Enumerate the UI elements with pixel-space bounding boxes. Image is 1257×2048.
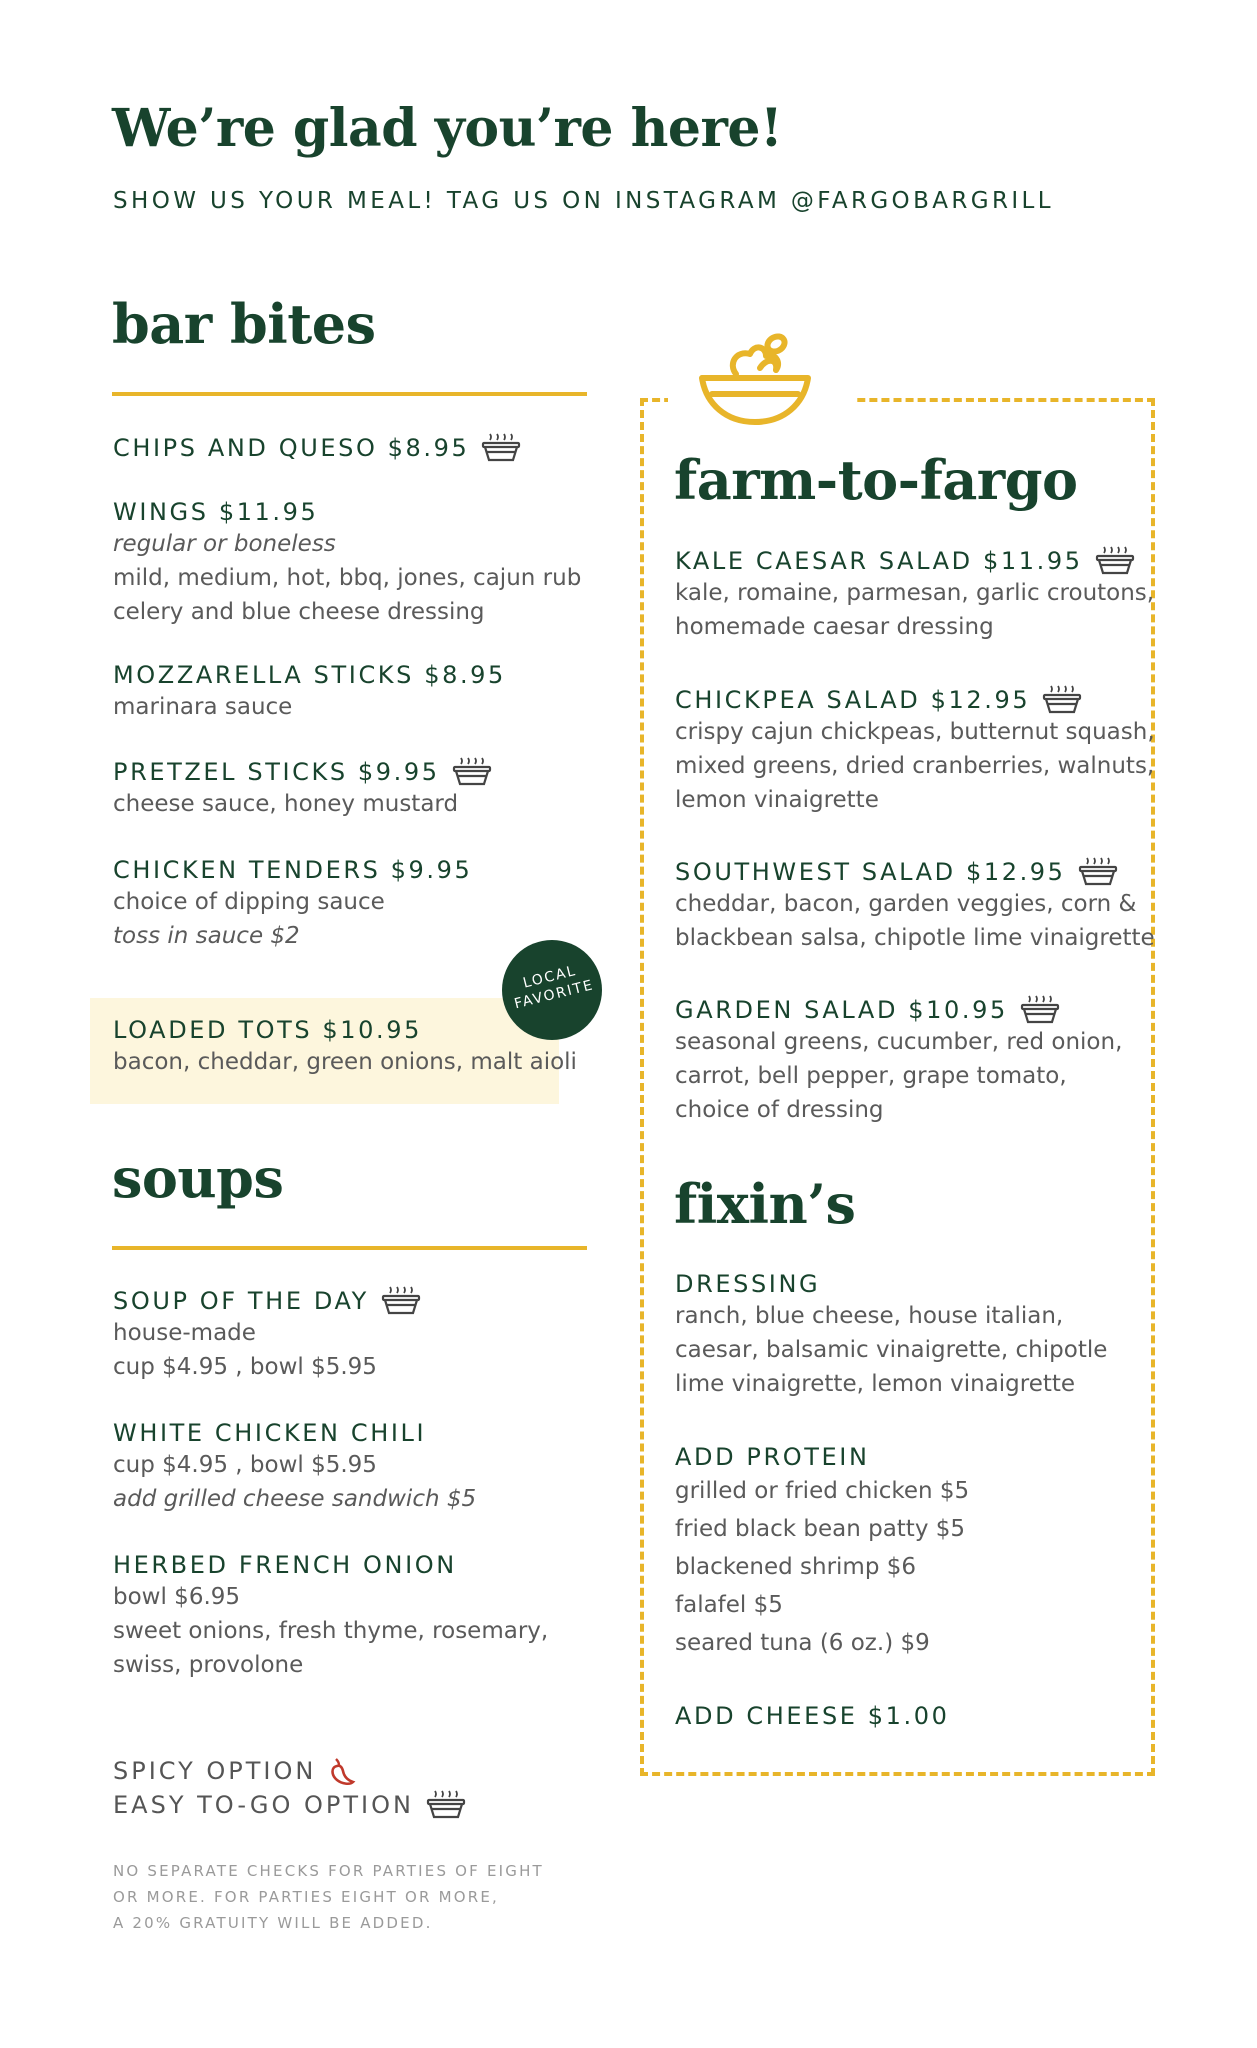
legend (113, 1754, 466, 1822)
item-description: lemon vinaigrette (675, 787, 879, 813)
item-description: crispy cajun chickpeas, butternut squash, (675, 719, 1155, 745)
item-description: grilled or fried chicken $5 (675, 1478, 970, 1504)
fixins-add-cheese (675, 1701, 949, 1731)
item-name: SOUTHWEST SALAD $12.95 (675, 858, 1066, 886)
item-description: seared tuna (6 oz.) $9 (675, 1630, 930, 1656)
fixins-dressing (675, 1269, 1107, 1401)
item-description: lime vinaigrette, lemon vinaigrette (675, 1371, 1076, 1397)
item-name: LOADED TOTS $10.95 (113, 1016, 423, 1044)
menu-item-soup-of-the-day (113, 1286, 421, 1384)
item-description: toss in sauce $2 (113, 923, 300, 949)
item-name: KALE CAESAR SALAD $11.95 (675, 547, 1083, 575)
section-title-bar-bites: bar bites (112, 292, 376, 356)
menu-item-garden-salad (675, 995, 1122, 1127)
item-description: falafel $5 (675, 1592, 783, 1618)
item-description: blackbean salsa, chipotle lime vinaigrette (675, 925, 1155, 951)
section-title-soups: soups (112, 1146, 284, 1210)
item-description: sweet onions, fresh thyme, rosemary, (113, 1618, 549, 1644)
item-description: mixed greens, dried cranberries, walnuts, (675, 753, 1155, 779)
item-name: CHICKEN TENDERS $9.95 (113, 856, 473, 884)
menu-item-kale-caesar-salad (675, 546, 1154, 644)
togo-container-icon (452, 757, 492, 787)
item-name: HERBED FRENCH ONION (113, 1551, 457, 1579)
party-policy-footnote: NO SEPARATE CHECKS FOR PARTIES OF EIGHT OR MORE. FOR PARTIES EIGHT OR MORE, A 20% GRATUITY WILL BE ADDED. (113, 1862, 544, 1932)
item-description: cup $4.95 , bowl $5.95 (113, 1354, 377, 1380)
item-name: ADD PROTEIN (675, 1443, 870, 1471)
item-description: swiss, provolone (113, 1652, 304, 1678)
section-divider (112, 1246, 587, 1250)
legend-spicy: SPICY OPTION (113, 1754, 466, 1788)
menu-item-loaded-tots (113, 1015, 577, 1079)
item-name: WINGS $11.95 (113, 498, 319, 526)
item-description: cheddar, bacon, garden veggies, corn & (675, 891, 1137, 917)
item-name: PRETZEL STICKS $9.95 (113, 758, 440, 786)
togo-container-icon (1078, 857, 1118, 887)
togo-container-icon (381, 1286, 421, 1316)
item-description: marinara sauce (113, 694, 293, 720)
menu-item-mozzarella-sticks (113, 660, 506, 724)
item-description: carrot, bell pepper, grape tomato, (675, 1063, 1067, 1089)
item-name: SOUP OF THE DAY (113, 1287, 369, 1315)
item-name: MOZZARELLA STICKS $8.95 (113, 661, 506, 689)
item-description: ranch, blue cheese, house italian, (675, 1303, 1064, 1329)
item-name: GARDEN SALAD $10.95 (675, 996, 1008, 1024)
menu-item-chips-and-queso (113, 433, 521, 463)
item-description: seasonal greens, cucumber, red onion, (675, 1029, 1123, 1055)
item-name: CHICKPEA SALAD $12.95 (675, 686, 1031, 714)
item-description: fried black bean patty $5 (675, 1516, 966, 1542)
item-name: WHITE CHICKEN CHILI (113, 1419, 427, 1447)
item-description: choice of dressing (675, 1097, 884, 1123)
togo-container-icon (1042, 685, 1082, 715)
item-description: bowl $6.95 (113, 1584, 241, 1610)
salad-bowl-icon (696, 328, 814, 432)
item-description: choice of dipping sauce (113, 889, 385, 915)
togo-container-icon (481, 433, 521, 463)
item-name: CHIPS AND QUESO $8.95 (113, 434, 470, 462)
menu-item-herbed-french-onion (113, 1550, 548, 1682)
instagram-tagline: SHOW US YOUR MEAL! TAG US ON INSTAGRAM @FARGOBARGRILL (113, 188, 1054, 214)
item-name: DRESSING (675, 1270, 821, 1298)
item-description: cheese sauce, honey mustard (113, 791, 459, 817)
item-description: add grilled cheese sandwich $5 (113, 1486, 477, 1512)
item-description: bacon, cheddar, green onions, malt aioli (113, 1049, 577, 1075)
togo-container-icon (1020, 995, 1060, 1025)
item-description: homemade caesar dressing (675, 614, 994, 640)
item-description: kale, romaine, parmesan, garlic croutons, (675, 580, 1155, 606)
menu-item-chickpea-salad (675, 685, 1155, 817)
chili-pepper-icon (328, 1755, 356, 1787)
item-name: ADD CHEESE $1.00 (675, 1702, 950, 1730)
menu-item-white-chicken-chili (113, 1418, 476, 1516)
section-title-farm-to-fargo: farm-to-fargo (674, 448, 1078, 512)
menu-item-wings (113, 497, 581, 629)
fixins-add-protein (675, 1442, 969, 1662)
item-description: blackened shrimp $6 (675, 1554, 917, 1580)
togo-container-icon (426, 1790, 466, 1820)
menu-item-southwest-salad (675, 857, 1155, 955)
item-description: house-made (113, 1320, 256, 1346)
item-description: cup $4.95 , bowl $5.95 (113, 1452, 377, 1478)
legend-togo: EASY TO-GO OPTION (113, 1788, 466, 1822)
section-title-fixins: fixin’s (674, 1172, 856, 1236)
item-description: regular or boneless (113, 531, 336, 557)
item-description: caesar, balsamic vinaigrette, chipotle (675, 1337, 1108, 1363)
menu-item-chicken-tenders (113, 855, 472, 953)
page-title: We’re glad you’re here! (112, 98, 783, 159)
togo-container-icon (1095, 546, 1135, 576)
section-divider (112, 392, 587, 396)
menu-item-pretzel-sticks (113, 757, 492, 821)
item-description: mild, medium, hot, bbq, jones, cajun rub (113, 565, 582, 591)
local-favorite-badge: LOCAL FAVORITE (502, 940, 602, 1040)
item-description: celery and blue cheese dressing (113, 599, 485, 625)
